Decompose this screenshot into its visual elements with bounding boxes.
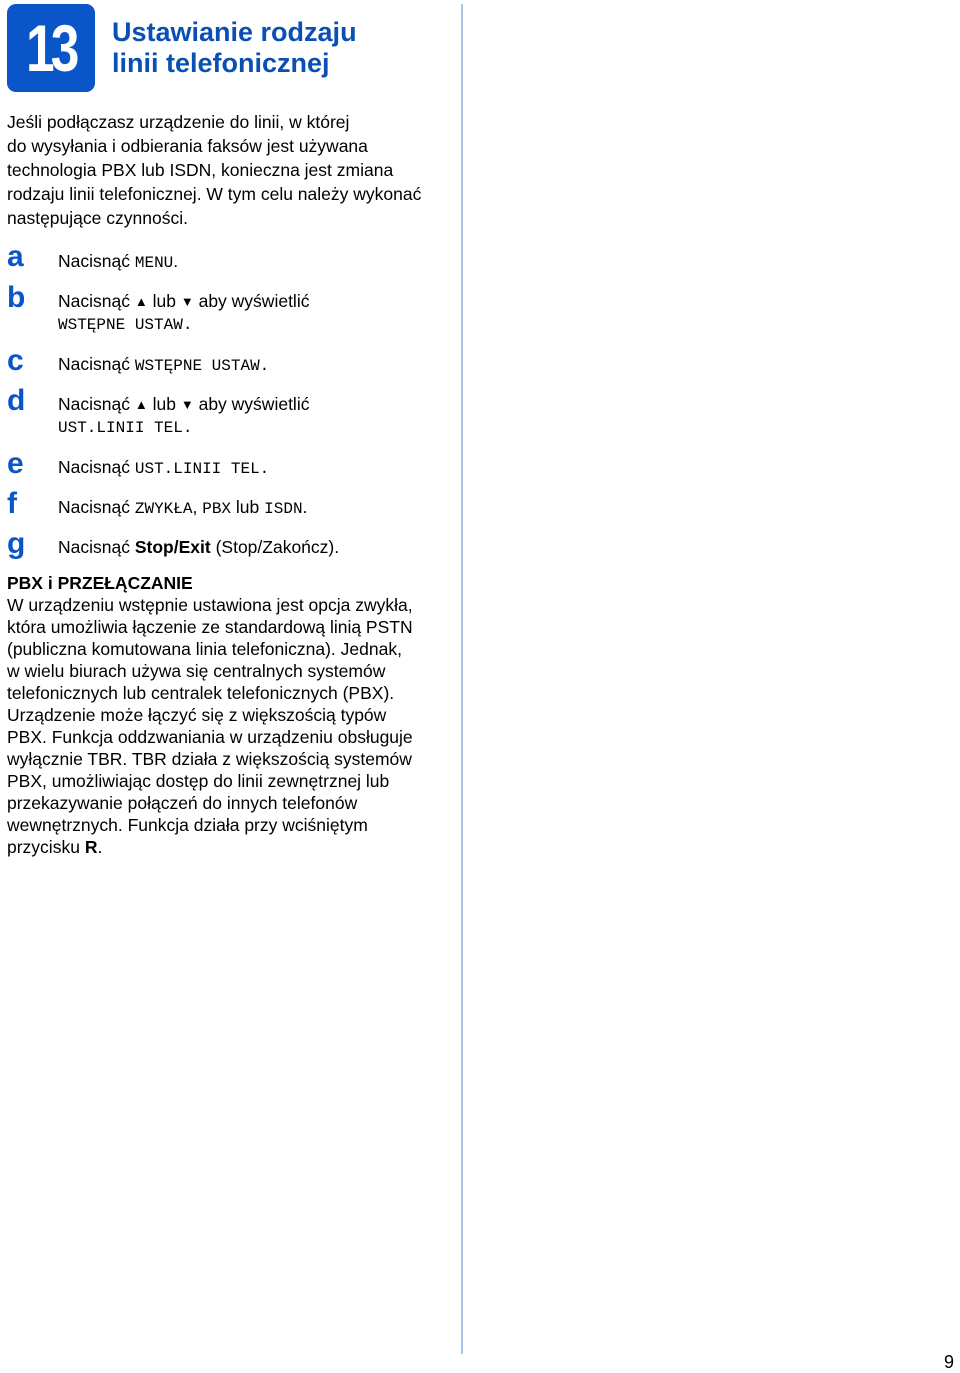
step-b-prefix: Nacisnąć (58, 291, 130, 311)
step-f-mid: lub (235, 497, 260, 517)
pbx-note (7, 572, 447, 858)
step-b-after: aby wyświetlić (198, 291, 310, 311)
step-a-suffix: . (173, 251, 179, 271)
step-b-text (58, 290, 448, 337)
step-g-text (58, 536, 448, 559)
step-c-prefix: Nacisnąć (58, 354, 130, 374)
title-line: Ustawianie rodzaju (112, 17, 357, 47)
step-d-mid: lub (152, 394, 176, 414)
note-line: W urządzeniu wstępnie ustawiona jest opcja zwykła, (7, 595, 413, 615)
step-d-after: aby wyświetlić (198, 394, 310, 414)
steps-list (0, 0, 460, 570)
step-letter-d: d (7, 384, 26, 417)
step-f-option-normal: ZWYKŁA (134, 500, 193, 518)
arrow-down-icon: ▼ (180, 294, 194, 309)
step-d-value: UST.LINII TEL. (58, 419, 193, 437)
intro-line: Jeśli podłączasz urządzenie do linii, w której (7, 112, 350, 132)
note-line: (publiczna komutowana linia telefoniczna). Jednak, (7, 639, 402, 659)
arrow-down-icon: ▼ (180, 397, 194, 412)
page-number: 9 (943, 1352, 954, 1372)
step-letter-c: c (7, 344, 24, 377)
arrow-up-icon: ▲ (134, 397, 148, 412)
step-g-prefix: Nacisnąć (58, 537, 130, 557)
intro-line: rodzaju linii telefonicznej. W tym celu należy wykonać (7, 184, 422, 204)
note-line: PBX, umożliwiając dostęp do linii zewnętrznej lub (7, 771, 390, 791)
step-c-value: WSTĘPNE USTAW. (134, 357, 270, 375)
step-a-value: MENU (134, 254, 174, 272)
note-line: która umożliwia łączenie ze standardową linią PSTN (7, 617, 413, 637)
arrow-up-icon: ▲ (134, 294, 148, 309)
step-letter-e: e (7, 447, 24, 480)
step-e-value: UST.LINII TEL. (134, 460, 270, 478)
note-line: telefonicznych lub centralek telefonicznych (PBX). (7, 683, 395, 703)
step-e-prefix: Nacisnąć (58, 457, 130, 477)
note-last-prefix: przycisku (7, 837, 80, 857)
step-f-suffix: . (302, 497, 308, 517)
note-line: Urządzenie może łączyć się z większością typów (7, 705, 387, 725)
step-d-text (58, 393, 448, 440)
note-line: wyłącznie TBR. TBR działa z większością systemów (7, 749, 412, 769)
step-letter-a: a (7, 240, 24, 273)
step-a-text (58, 250, 448, 275)
step-a-prefix: Nacisnąć (58, 251, 130, 271)
step-g-key: Stop/Exit (134, 537, 211, 557)
intro-line: do wysyłania i odbierania faksów jest używana (7, 136, 368, 156)
step-g-rest: (Stop/Zakończ). (215, 537, 340, 557)
note-key-r: R (84, 837, 98, 857)
note-line: PBX. Funkcja oddzwaniania w urządzeniu obsługuje (7, 727, 413, 747)
note-last-suffix: . (97, 837, 103, 857)
note-line: wewnętrznych. Funkcja działa przy wciśniętym (7, 815, 368, 835)
step-letter-b: b (7, 281, 26, 314)
step-b-value: WSTĘPNE USTAW. (58, 316, 193, 334)
step-letter-f: f (7, 487, 17, 520)
note-line: przekazywanie połączeń do innych telefonów (7, 793, 358, 813)
step-f-sep: , (192, 497, 198, 517)
step-b-mid: lub (152, 291, 176, 311)
step-number: 13 (26, 11, 76, 85)
title-line: linii telefonicznej (112, 48, 330, 78)
step-f-option-pbx: PBX (202, 500, 232, 518)
note-title: PBX i PRZEŁĄCZANIE (7, 573, 193, 593)
intro-line: technologia PBX lub ISDN, konieczna jest zmiana (7, 160, 394, 180)
note-line: w wielu biurach używa się centralnych systemów (7, 661, 386, 681)
step-c-text (58, 353, 448, 378)
intro-line: następujące czynności. (7, 208, 188, 228)
step-f-prefix: Nacisnąć (58, 497, 130, 517)
step-f-text (58, 496, 448, 521)
step-f-option-isdn: ISDN (264, 500, 303, 518)
note-last-line (7, 836, 447, 858)
step-letter-g: g (7, 527, 26, 560)
step-e-text (58, 456, 448, 481)
column-divider (461, 4, 463, 1354)
step-d-prefix: Nacisnąć (58, 394, 130, 414)
